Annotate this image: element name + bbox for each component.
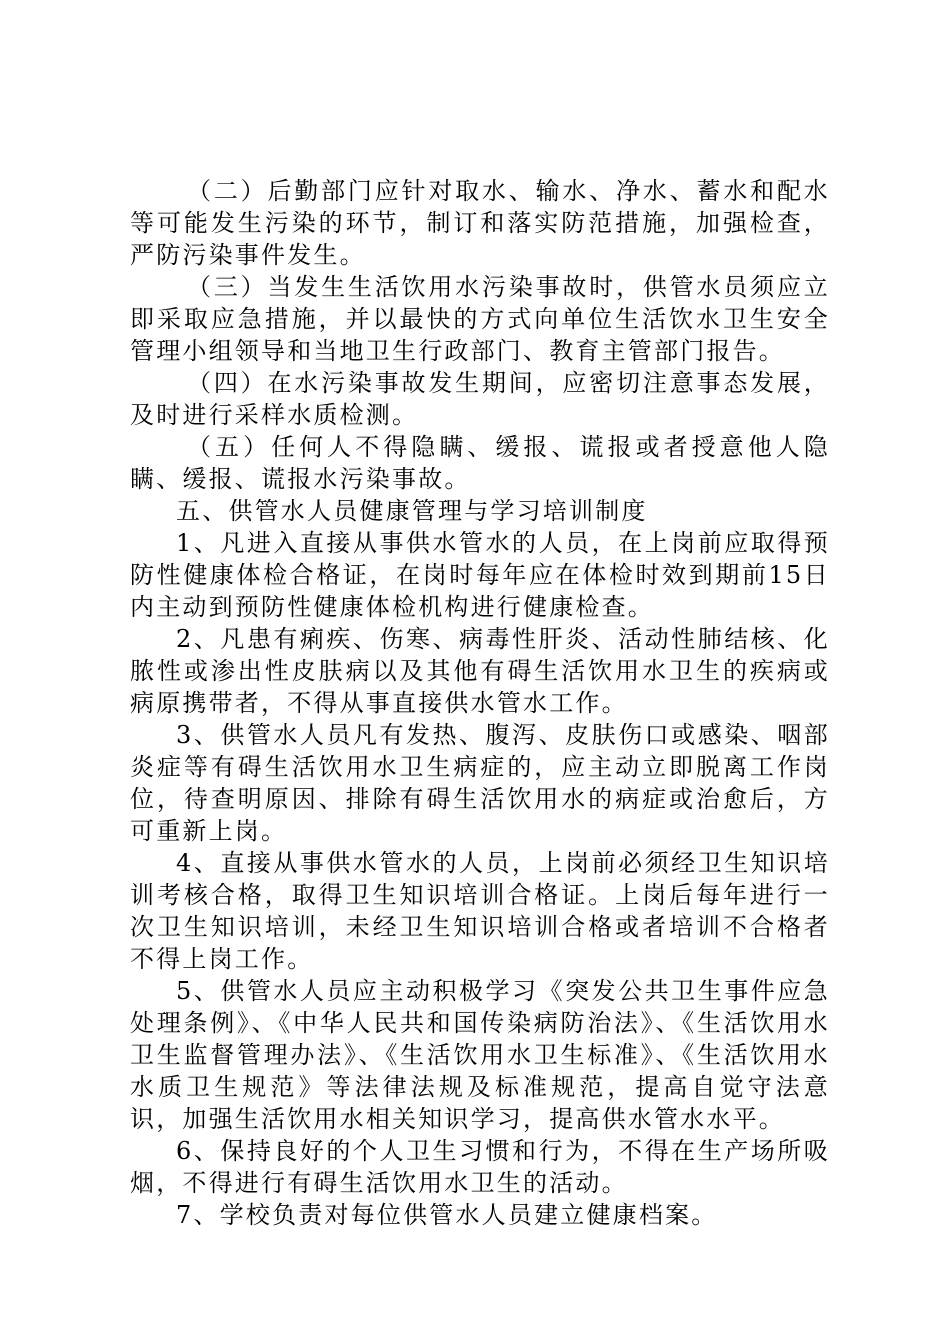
list-item-2-disease-exclusion: 2、凡患有痢疾、伤寒、病毒性肝炎、活动性肺结核、化脓性或渗出性皮肤病以及其他有碍生活饮用水卫生的疾病或病原携带者，不得从事直接供水管水工作。 — [130, 625, 830, 717]
paragraph-4-monitoring: （四）在水污染事故发生期间，应密切注意事态发展，及时进行采样水质检测。 — [130, 369, 830, 429]
paragraph-2-prevention-measures: （二）后勤部门应针对取水、输水、净水、蓄水和配水等可能发生污染的环节，制订和落实防范措施，加强检查，严防污染事件发生。 — [130, 177, 830, 269]
list-item-5-study-regulations: 5、供管水人员应主动积极学习《突发公共卫生事件应急处理条例》、《中华人民共和国传染病防治法》、《生活饮用水卫生监督管理办法》、《生活饮用水卫生标准》、《生活饮用水水质卫生规范》等法律法规及标准规范，提高自觉守法意识，加强生活饮用水相关知识学习，提高供水管水水平。 — [130, 977, 830, 1133]
list-item-1-health-certificate: 1、凡进入直接从事供水管水的人员，在上岗前应取得预防性健康体检合格证，在岗时每年应在体检时效到期前15日内主动到预防性健康体检机构进行健康检查。 — [130, 529, 830, 621]
paragraph-3-emergency-report: （三）当发生生活饮用水污染事故时，供管水员须应立即采取应急措施，并以最快的方式向单位生活饮水卫生安全管理小组领导和当地卫生行政部门、教育主管部门报告。 — [130, 273, 830, 365]
list-item-4-training: 4、直接从事供水管水的人员，上岗前必须经卫生知识培训考核合格，取得卫生知识培训合格证。上岗后每年进行一次卫生知识培训，未经卫生知识培训合格或者培训不合格者不得上岗工作。 — [130, 849, 830, 973]
list-item-3-symptoms-leave: 3、供管水人员凡有发热、腹泻、皮肤伤口或感染、咽部炎症等有碍生活饮用水卫生病症的，应主动立即脱离工作岗位，待查明原因、排除有碍生活饮用水的病症或治愈后，方可重新上岗。 — [130, 721, 830, 845]
paragraph-5-no-concealment: （五）任何人不得隐瞒、缓报、谎报或者授意他人隐瞒、缓报、谎报水污染事故。 — [130, 433, 830, 493]
document-body — [130, 175, 830, 1231]
list-item-7-health-records: 7、学校负责对每位供管水人员建立健康档案。 — [176, 1201, 718, 1229]
list-item-6-hygiene-habits: 6、保持良好的个人卫生习惯和行为，不得在生产场所吸烟，不得进行有碍生活饮用水卫生的活动。 — [130, 1137, 830, 1197]
section-heading-5: 五、供管水人员健康管理与学习培训制度 — [176, 497, 648, 525]
